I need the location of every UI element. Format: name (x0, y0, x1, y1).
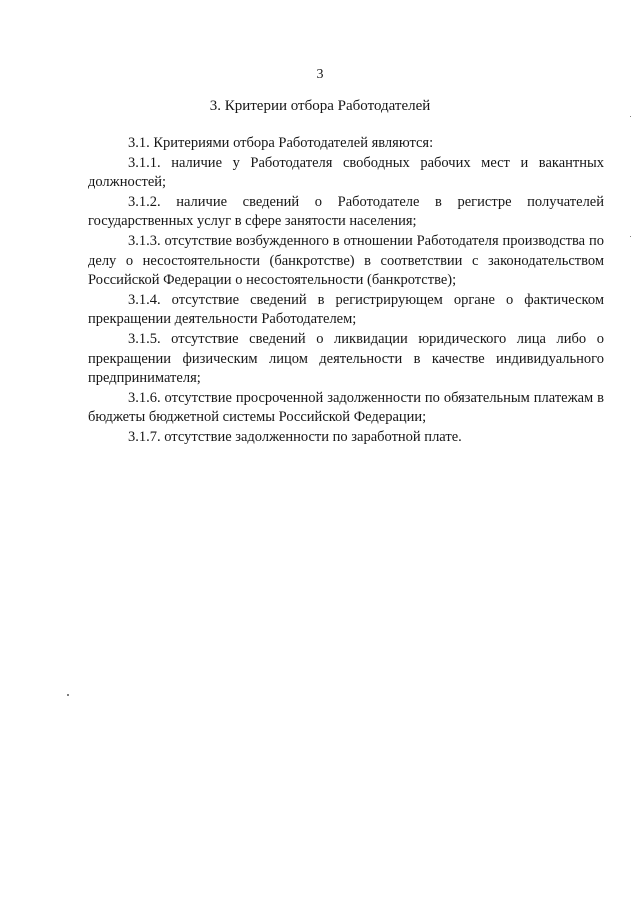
criteria-list (88, 134, 604, 448)
paragraph-3-1: 3.1. Критериями отбора Работодателей являются: (128, 135, 434, 151)
scan-speck (630, 116, 631, 117)
page-number: 3 (316, 67, 324, 82)
paragraph-3-1-2: 3.1.2. наличие сведений о Работодателе в регистре получателей государственных услуг в сфере занятости населения; (88, 193, 604, 230)
scan-speck (630, 236, 631, 237)
scan-speck (67, 694, 69, 696)
section-title: 3. Критерии отбора Работодателей (209, 98, 431, 114)
paragraph-3-1-3: 3.1.3. отсутствие возбужденного в отношении Работодателя производства по делу о несостоятельности (банкротстве) в соответствии с законодательством Российской Федерации о несостоятельности (банкротстве); (88, 232, 604, 289)
paragraph-3-1-4: 3.1.4. отсутствие сведений в регистрирующем органе о фактическом прекращении деятельности Работодателем; (88, 291, 604, 328)
paragraph-3-1-7: 3.1.7. отсутствие задолженности по заработной плате. (128, 428, 462, 445)
paragraph-3-1-5: 3.1.5. отсутствие сведений о ликвидации юридического лица либо о прекращении физическим лицом деятельности в качестве индивидуального предпринимателя; (88, 330, 604, 387)
paragraph-3-1-6: 3.1.6. отсутствие просроченной задолженности по обязательным платежам в бюджеты бюджетной системы Российской Федерации; (88, 389, 604, 426)
paragraph-3-1-1: 3.1.1. наличие у Работодателя свободных рабочих мест и вакантных должностей; (88, 154, 604, 191)
